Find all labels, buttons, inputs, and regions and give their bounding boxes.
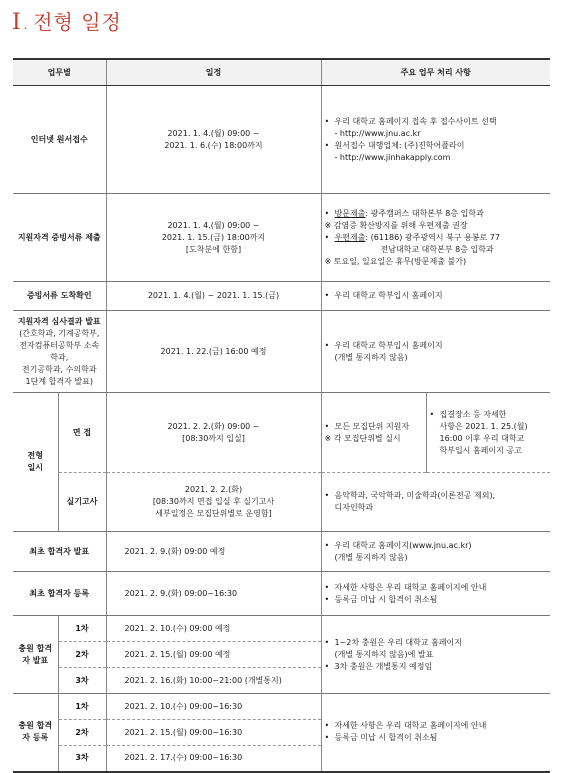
title-numeral: Ⅰ [12, 10, 21, 35]
round-label: 1차 [58, 616, 106, 642]
row-label-review: 지원자격 심사결과 발표 (간호학과, 기계공학부, 전자컴퓨터공학부 소속학과, 전기공학과, 수의학과 1단계 합격자 발표) [13, 311, 106, 393]
schedule-practical: 2021. 2. 2.(화) [08:30까지 면접 입실 후 실기고사 세부일정은 모집단위별로 운영함] [106, 473, 321, 532]
page-title [12, 6, 122, 40]
schedule-add-reg-1: 2021. 2. 10.(수) 09:00~16:30 [106, 694, 321, 720]
table-header-row [13, 59, 550, 86]
notes-arrival: • 우리 대학교 학부입시 홈페이지 [321, 282, 550, 311]
notes-practical: • 음악학과, 국악학과, 미술학과(이론전공 제외), 디자인학과 [321, 473, 550, 532]
schedule-final-ann: 2021. 2. 9.(화) 09:00 예정 [106, 532, 321, 572]
notes-final-ann: • 우리 대학교 홈페이지(www.jnu.ac.kr) (개별 통지하지 않음) [321, 532, 550, 572]
row-label-internet: 인터넷 원서접수 [13, 86, 106, 194]
schedule-add-ann-2: 2021. 2. 15.(월) 09:00 예정 [106, 642, 321, 668]
table-row [13, 282, 550, 311]
schedule-add-ann-3: 2021. 2. 16.(화) 10:00~21:00 (개별통지) [106, 668, 321, 694]
row-label-practical: 실기고사 [58, 473, 106, 532]
table-row [13, 694, 550, 720]
header-notes: 주요 업무 처리 사항 [321, 59, 550, 86]
header-schedule: 일정 [106, 59, 321, 86]
round-label: 3차 [58, 746, 106, 772]
round-label: 3차 [58, 668, 106, 694]
title-dot: . [23, 19, 28, 32]
schedule-table [13, 58, 550, 773]
table-row [13, 393, 550, 473]
schedule-add-reg-2: 2021. 2. 15.(월) 09:00~16:30 [106, 720, 321, 746]
notes-review: • 우리 대학교 학부입시 홈페이지 (개별 통지하지 않음) [321, 311, 550, 393]
table-row [13, 532, 550, 572]
row-label-final-reg: 최초 합격자 등록 [13, 572, 106, 616]
schedule-interview: 2021. 2. 2.(화) 09:00 ~ [08:30까지 입실] [106, 393, 321, 473]
table-row [13, 86, 550, 194]
table-row [13, 311, 550, 393]
notes-add-reg: • 자세한 사항은 우리 대학교 홈페이지에 안내 • 등록금 미납 시 합격이 취소됨 [321, 694, 550, 772]
row-label-exam: 전형 일시 [13, 393, 58, 532]
round-label: 1차 [58, 694, 106, 720]
table-row [13, 572, 550, 616]
round-label: 2차 [58, 642, 106, 668]
title-text: 전형 일정 [33, 10, 122, 34]
schedule-docs: 2021. 1. 4.(월) 09:00 ~ 2021. 1. 15.(금) 18:00까지 [도착분에 한함] [106, 194, 321, 282]
notes-docs: • 방문제출: 광주캠퍼스 대학본부 8층 입학과 ※ 감염증 확산방지를 위해 우편제출 권장 • 우편제출: (61186) 광주광역시 북구 용봉로 77 전남대학교 대학본부 8층 입학과 ※ 토요일, 일요일은 휴무(방문제출 불가) [321, 194, 550, 282]
header-task: 업무별 [13, 59, 106, 86]
table-row [13, 473, 550, 532]
round-label: 2차 [58, 720, 106, 746]
notes-add-ann: • 1~2차 충원은 우리 대학교 홈페이지 (개별 통지하지 않음)에 발표 • 3차 충원은 개별통지 예정임 [321, 616, 550, 694]
row-label-add-reg: 충원 합격자 등록 [13, 694, 58, 772]
notes-internet: • 우리 대학교 홈페이지 접속 후 접수사이트 선택 - http://www.jnu.ac.kr • 원서접수 대행업체: (주)진학어플라이 - http://www.jinhakapply.com [321, 86, 550, 194]
schedule-review: 2021. 1. 22.(금) 16:00 예정 [106, 311, 321, 393]
notes-final-reg: • 자세한 사항은 우리 대학교 홈페이지에 안내 • 등록금 미납 시 합격이 취소됨 [321, 572, 550, 616]
schedule-internet: 2021. 1. 4.(월) 09:00 ~ 2021. 1. 6.(수) 18:00까지 [106, 86, 321, 194]
row-label-docs: 지원자격 증빙서류 제출 [13, 194, 106, 282]
row-label-arrival: 증빙서류 도착확인 [13, 282, 106, 311]
schedule-add-ann-1: 2021. 2. 10.(수) 09:00 예정 [106, 616, 321, 642]
row-label-interview: 면 접 [58, 393, 106, 473]
table-row [13, 616, 550, 642]
row-label-final-ann: 최초 합격자 발표 [13, 532, 106, 572]
row-label-add-ann: 충원 합격자 발표 [13, 616, 58, 694]
notes-interview-extra: • 집결장소 등 자세한 사항은 2021. 1. 25.(월) 16:00 이후 우리 대학교 학부입시 홈페이지 공고 [426, 393, 550, 473]
schedule-final-reg: 2021. 2. 9.(화) 09:00~16:30 [106, 572, 321, 616]
table-row [13, 194, 550, 282]
schedule-add-reg-3: 2021. 2. 17.(수) 09:00~16:30 [106, 746, 321, 772]
notes-interview: • 모든 모집단위 지원자 ※ 각 모집단위별 실시 [321, 393, 426, 473]
schedule-arrival: 2021. 1. 4.(월) ~ 2021. 1. 15.(금) [106, 282, 321, 311]
